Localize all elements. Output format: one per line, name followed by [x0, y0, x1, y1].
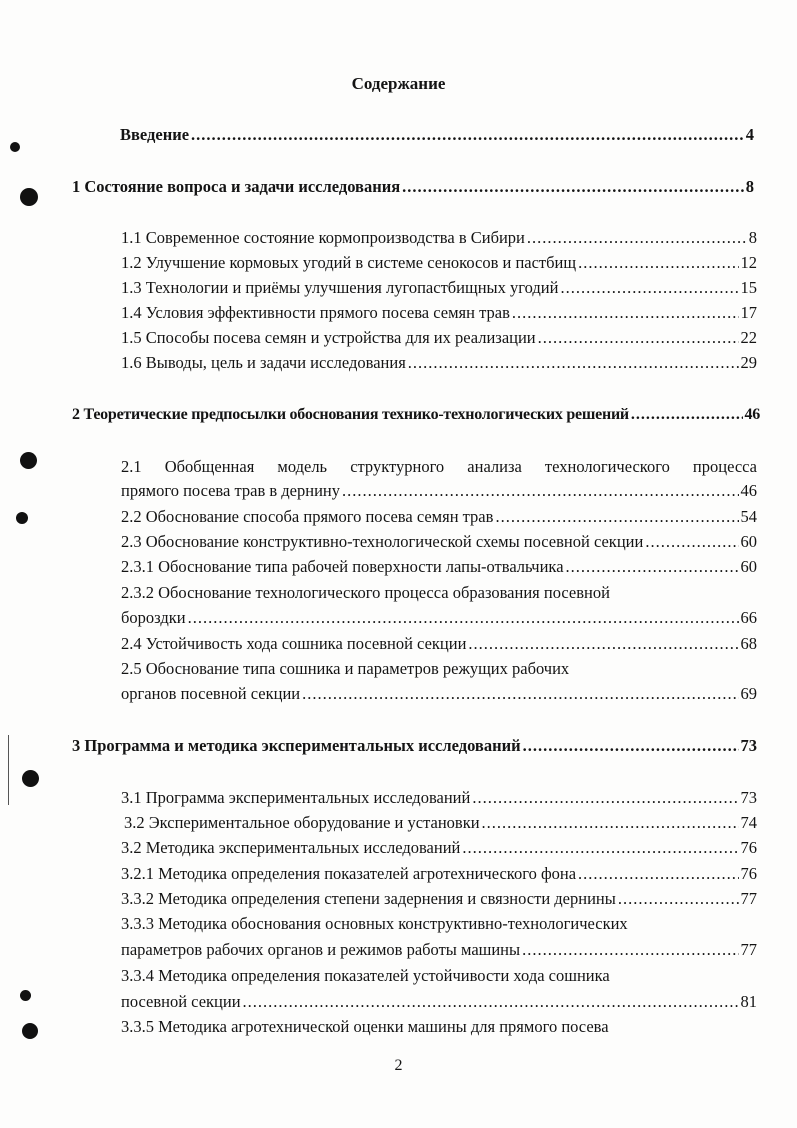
toc-entry-3-2a[interactable] — [124, 813, 757, 833]
toc-entry-3-3-4[interactable] — [121, 992, 757, 1012]
toc-entry-3-3-2[interactable] — [121, 889, 757, 909]
toc-page: 46 — [744, 406, 760, 423]
toc-page: 8 — [745, 177, 754, 196]
toc-page: 74 — [740, 813, 757, 832]
toc-page: 66 — [740, 608, 757, 627]
scan-dot — [20, 990, 31, 1001]
toc-entry-2-5-line1[interactable]: 2.5 Обоснование типа сошника и параметров режущих рабочих — [121, 659, 570, 678]
scan-dot — [20, 452, 37, 469]
toc-page: 46 — [740, 481, 757, 500]
dot-leader — [342, 481, 739, 501]
toc-page: 76 — [740, 838, 757, 857]
toc-entry-2-1-line1[interactable]: 2.1 Обобщенная модель структурного анализа технологического процесса — [121, 457, 757, 476]
page-title: Содержание — [351, 74, 446, 93]
toc-page: 8 — [748, 228, 757, 247]
toc-entry-1-2[interactable] — [121, 253, 757, 273]
dot-leader — [462, 838, 738, 858]
toc-page: 12 — [740, 253, 757, 272]
toc-entry-3-2-1[interactable] — [121, 864, 757, 884]
dot-leader — [560, 278, 738, 298]
toc-entry-1-3[interactable] — [121, 278, 757, 298]
toc-label: 3.3.2 Методика определения степени задернения и связности дернины — [121, 889, 616, 908]
toc-label: органов посевной секции — [121, 684, 301, 703]
toc-page: 76 — [740, 864, 757, 883]
toc-label: 3.1 Программа экспериментальных исследований — [121, 788, 471, 807]
toc-label: посевной секции — [121, 992, 241, 1011]
scan-dot — [20, 188, 38, 206]
dot-leader — [408, 353, 739, 373]
dot-leader — [578, 864, 738, 884]
dot-leader — [472, 788, 738, 808]
toc-page: 4 — [745, 125, 754, 144]
toc-heading-1[interactable] — [72, 177, 754, 197]
toc-entry-3-3-3-line1[interactable]: 3.3.3 Методика обоснования основных конструктивно-технологических — [121, 914, 628, 933]
toc-entry-2-3-2[interactable] — [121, 608, 757, 628]
dot-leader — [527, 228, 747, 248]
toc-entry-2-3-2-line1[interactable]: 2.3.2 Обоснование технологического процесса образования посевной — [121, 583, 610, 602]
toc-page: 29 — [740, 353, 757, 372]
toc-entry-3-3-4-line1[interactable]: 3.3.4 Методика определения показателей устойчивости хода сошника — [121, 966, 610, 985]
toc-label: прямого посева трав в дернину — [121, 481, 340, 500]
toc-page: 60 — [740, 557, 757, 576]
toc-label: 2.3.1 Обоснование типа рабочей поверхности лапы-отвальчика — [121, 557, 564, 576]
toc-entry-3-1[interactable] — [121, 788, 757, 808]
toc-label: 1.2 Улучшение кормовых угодий в системе сенокосов и пастбищ — [121, 253, 577, 272]
toc-entry-3-3-5-line1[interactable]: 3.3.5 Методика агротехнической оценки машины для прямого посева — [121, 1017, 609, 1036]
dot-leader — [495, 507, 738, 527]
scan-line — [8, 735, 9, 805]
scan-dot — [16, 512, 28, 524]
scan-dot — [22, 1023, 38, 1039]
toc-entry-2-2[interactable] — [121, 507, 757, 527]
dot-leader — [631, 405, 743, 425]
toc-entry-3-2b[interactable] — [121, 838, 757, 858]
toc-label: Введение — [120, 125, 190, 144]
toc-label: 1.3 Технологии и приёмы улучшения лугопастбищных угодий — [121, 278, 559, 297]
toc-label: бороздки — [121, 608, 186, 627]
dot-leader — [188, 608, 739, 628]
dot-leader — [522, 940, 738, 960]
dot-leader — [645, 532, 738, 552]
toc-entry-1-5[interactable] — [121, 328, 757, 348]
toc-entry-2-4[interactable] — [121, 634, 757, 654]
toc-label: 1.6 Выводы, цель и задачи исследования — [121, 353, 406, 372]
page-number: 2 — [394, 1057, 403, 1074]
toc-page: 69 — [740, 684, 757, 703]
dot-leader — [566, 557, 739, 577]
toc-label: 2.3 Обоснование конструктивно-технологической схемы посевной секции — [121, 532, 644, 551]
dot-leader — [243, 992, 739, 1012]
toc-entry-2-5[interactable] — [121, 684, 757, 704]
toc-label: параметров рабочих органов и режимов работы машины — [121, 940, 521, 959]
toc-label: 2.2 Обоснование способа прямого посева семян трав — [121, 507, 494, 526]
dot-leader — [538, 328, 739, 348]
toc-entry-1-6[interactable] — [121, 353, 757, 373]
dot-leader — [482, 813, 739, 833]
toc-label: 3.2 Методика экспериментальных исследований — [121, 838, 461, 857]
toc-entry-1-4[interactable] — [121, 303, 757, 323]
toc-entry-2-3[interactable] — [121, 532, 757, 552]
toc-page: 17 — [740, 303, 757, 322]
toc-label: 2.4 Устойчивость хода сошника посевной секции — [121, 634, 467, 653]
toc-label: 3 Программа и методика экспериментальных исследований — [72, 736, 521, 755]
toc-label: 3.2.1 Методика определения показателей агротехнического фона — [121, 864, 577, 883]
toc-page: 54 — [740, 507, 757, 526]
toc-page: 73 — [740, 788, 757, 807]
scan-dot — [22, 770, 39, 787]
toc-entry-1-1[interactable] — [121, 228, 757, 248]
toc-page: 77 — [740, 889, 757, 908]
dot-leader — [402, 177, 744, 197]
dot-leader — [302, 684, 738, 704]
toc-label: 3.2 Экспериментальное оборудование и установки — [124, 813, 480, 832]
dot-leader — [523, 736, 739, 756]
dot-leader — [618, 889, 739, 909]
toc-page: 15 — [740, 278, 757, 297]
toc-label: 1 Состояние вопроса и задачи исследования — [72, 177, 401, 196]
toc-page: 60 — [740, 532, 757, 551]
toc-label: 1.5 Способы посева семян и устройства для их реализации — [121, 328, 536, 347]
toc-label: 1.4 Условия эффективности прямого посева семян трав — [121, 303, 510, 322]
toc-entry-2-3-1[interactable] — [121, 557, 757, 577]
dot-leader — [512, 303, 739, 323]
toc-entry-intro[interactable] — [120, 125, 754, 145]
dot-leader — [468, 634, 738, 654]
toc-heading-2[interactable] — [72, 405, 760, 425]
dot-leader — [578, 253, 738, 273]
toc-page: 73 — [740, 736, 757, 755]
toc-page: 81 — [740, 992, 757, 1011]
toc-page: 68 — [740, 634, 757, 653]
scan-dot — [10, 142, 20, 152]
toc-heading-3[interactable] — [72, 736, 757, 756]
toc-label: 2 Теоретические предпосылки обоснования технико-технологических решений — [72, 406, 629, 423]
toc-entry-2-1[interactable] — [121, 481, 757, 501]
toc-entry-3-3-3[interactable] — [121, 940, 757, 960]
toc-label: 1.1 Современное состояние кормопроизводства в Сибири — [121, 228, 525, 247]
toc-page: 77 — [740, 940, 757, 959]
toc-page: 22 — [740, 328, 757, 347]
dot-leader — [191, 125, 744, 145]
